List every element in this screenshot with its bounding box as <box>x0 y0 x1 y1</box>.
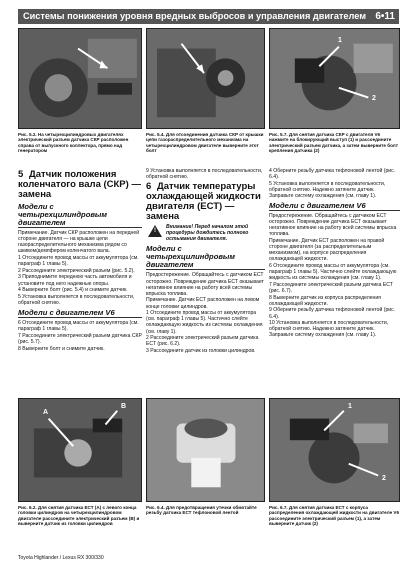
warning-icon: ! <box>148 225 162 237</box>
step: 9 Установка выполняется в последовательности, обратной снятию. <box>146 168 263 181</box>
column-2 <box>146 168 265 355</box>
column-1 <box>18 168 142 352</box>
footer-text: Toyota Highlander / Lexus RX 300/330 <box>18 555 104 561</box>
step: 4 Выверните болт (рис. 5.4) и снимите датчик. <box>18 287 128 294</box>
warning-text: Внимание! Перед началом этой процедуры дождитесь полного остывания двигателя. <box>166 224 249 243</box>
caption-fig-6-7: Рис. 6.7. Для снятия датчика ЕСТ с корпуса распределения охлаждающей жидкости на двигателе V6 рассоедините электрический разъем (1), а затем выверните датчик (2) <box>269 505 400 526</box>
callout-1: 1 <box>348 403 352 410</box>
caption-fig-5-7: Рис. 5.7. Для снятия датчика СКР с двигателя V6 нажмите на блокирующий выступ (1) и рассоедините электрический разъем датчика, а затем выверните болт крепления датчика (2) <box>269 132 398 153</box>
note: Примечание. Датчик ЕСТ расположен на левом конце головки цилиндров. <box>146 297 260 310</box>
step: 7 Рассоедините электрический разъем датчика ЕСТ (рис. 6.7). <box>269 281 393 294</box>
callout-b: В <box>121 403 127 410</box>
note: Примечание. Датчик ЕСТ расположен на правой стороне двигателя (за распределительным механизмом), на корпусе распределения охлаждающей жидкости. <box>269 238 385 263</box>
caution: Предостережение. Обращайтесь с датчиком ЕСТ осторожно. Повреждение датчика ЕСТ оказывает негативное влияние на работу всей системы впрыска топлива. <box>146 272 264 297</box>
subsection-heading: Модели с двигателем V6 <box>18 309 142 318</box>
subsection-heading: Модели с двигателем V6 <box>269 202 400 211</box>
section-number: 6 <box>146 181 152 193</box>
photo-fig-6-2 <box>18 398 142 502</box>
warning-box <box>146 224 265 242</box>
photo-fig-6-7 <box>269 398 400 502</box>
column-3 <box>269 168 400 339</box>
caption-fig-6-2: Рис. 6.2. Для снятия датчика ЕСТ (А) с левого конца головки цилиндров на четырехцилиндровом двигателе рассоедините электрический разъем (В) и выверните датчик из головки цилиндров <box>18 505 140 526</box>
step: 2 Рассоедините электрический разъем датчика ЕСТ (рис. 6.2). <box>146 335 259 348</box>
step: 3 Приподнимите переднюю часть автомобиля и установите под него надежные опоры. <box>18 274 132 287</box>
running-header <box>18 9 399 24</box>
step: 3 Рассоедините датчик из головки цилиндров. <box>146 347 256 354</box>
step: 1 Отсоедините провод массы от аккумулятора (см. параграф 1 главы 5). Частично слейте охлаждающую жидкость из системы охлаждения (см. главу 1). <box>146 310 263 335</box>
subsection-heading: Модели с четырехцилиндровым двигателем <box>146 245 265 270</box>
step: 1 Отсоедините провод массы от аккумулятора (см. параграф 1 главы 5). <box>18 254 139 268</box>
caption-fig-6-4: Рис. 6.4. Для предотвращения утечки обмотайте резьбу датчика ЕСТ тефлоновой лентой <box>146 505 257 516</box>
note: Примечание. Датчик СКР расположен на передней стороне двигателя — на крышке цепи газораспределительного механизма рядом со шкивом/демпфером коленчатого вала. <box>18 230 140 255</box>
step: 5 Установка выполняется в последовательности, обратной снятию. <box>18 293 135 306</box>
photo-fig-5-4 <box>146 28 265 129</box>
callout-a: А <box>43 409 49 416</box>
caption-fig-5-2: Рис. 5.2. На четырехцилиндровых двигателях электрический разъем датчика СКР расположен справа от выпускного коллектора, прямо над генератором <box>18 132 129 153</box>
section-number: 5 <box>18 169 24 180</box>
callout-2: 2 <box>382 475 386 482</box>
section-5-heading <box>18 170 142 200</box>
header-title: Системы понижения уровня вредных выбросов и управления двигателем <box>23 11 367 21</box>
step: 8 Выверните датчик из корпуса распределения охлаждающей жидкости. <box>269 294 381 307</box>
page-number: 6•11 <box>375 11 395 22</box>
callout-2: 2 <box>372 95 376 102</box>
photo-fig-5-2 <box>18 28 142 129</box>
step: 7 Рассоедините электрический разъем датчика СКР (рис. 5.7). <box>18 332 142 345</box>
step: 2 Рассоедините электрический разъем (рис. 5.2). <box>18 267 135 274</box>
step: 6 Отсоедините провод массы от аккумулятора (см. параграф 1 главы 5). Частично слейте охлаждающую жидкость из системы охлаждения (см. главу 1). <box>269 263 397 282</box>
step: 9 Оберните резьбу датчика тефлоновой лентой (рис. 6.4). <box>269 307 396 320</box>
callout-1: 1 <box>338 37 342 44</box>
section-6-heading <box>146 182 265 222</box>
step: 4 Оберните резьбу датчика тефлоновой лентой (рис. 6.4). <box>269 168 396 181</box>
step: 5 Установка выполняется в последовательности, обратной снятию. Надежно затяните датчик. Заправьте систему охлаждения (см. главу 1). <box>269 180 386 199</box>
caution: Предостережение. Обращайтесь с датчиком ЕСТ осторожно. Повреждение датчика ЕСТ оказывает негативное влияние на работу всей системы впрыска топлива. <box>269 213 397 238</box>
section-title: Датчик положения коленчатого вала (СКР) — замена <box>18 169 141 200</box>
caption-fig-5-4: Рис. 5.4. Для отсоединения датчика СКР от крышки цепи газораспределительного механизма на четырехцилиндровом двигателе выверните этот болт <box>146 132 264 153</box>
step: 6 Отсоедините провод массы от аккумулятора (см. параграф 1 главы 5). <box>18 320 139 333</box>
section-title: Датчик температуры охлаждающей жидкости двигателя (ЕСТ) — замена <box>146 181 261 223</box>
step: 8 Выверните болт и снимите датчик. <box>18 345 105 352</box>
photo-fig-5-7 <box>269 28 400 129</box>
subsection-heading: Модели с четырехцилиндровым двигателем <box>18 203 142 228</box>
photo-fig-6-4 <box>146 398 265 502</box>
step: 10 Установка выполняется в последовательности, обратной снятию. Надежно затяните датчик. Заправьте систему охлаждения (см. главу 1). <box>269 320 389 339</box>
